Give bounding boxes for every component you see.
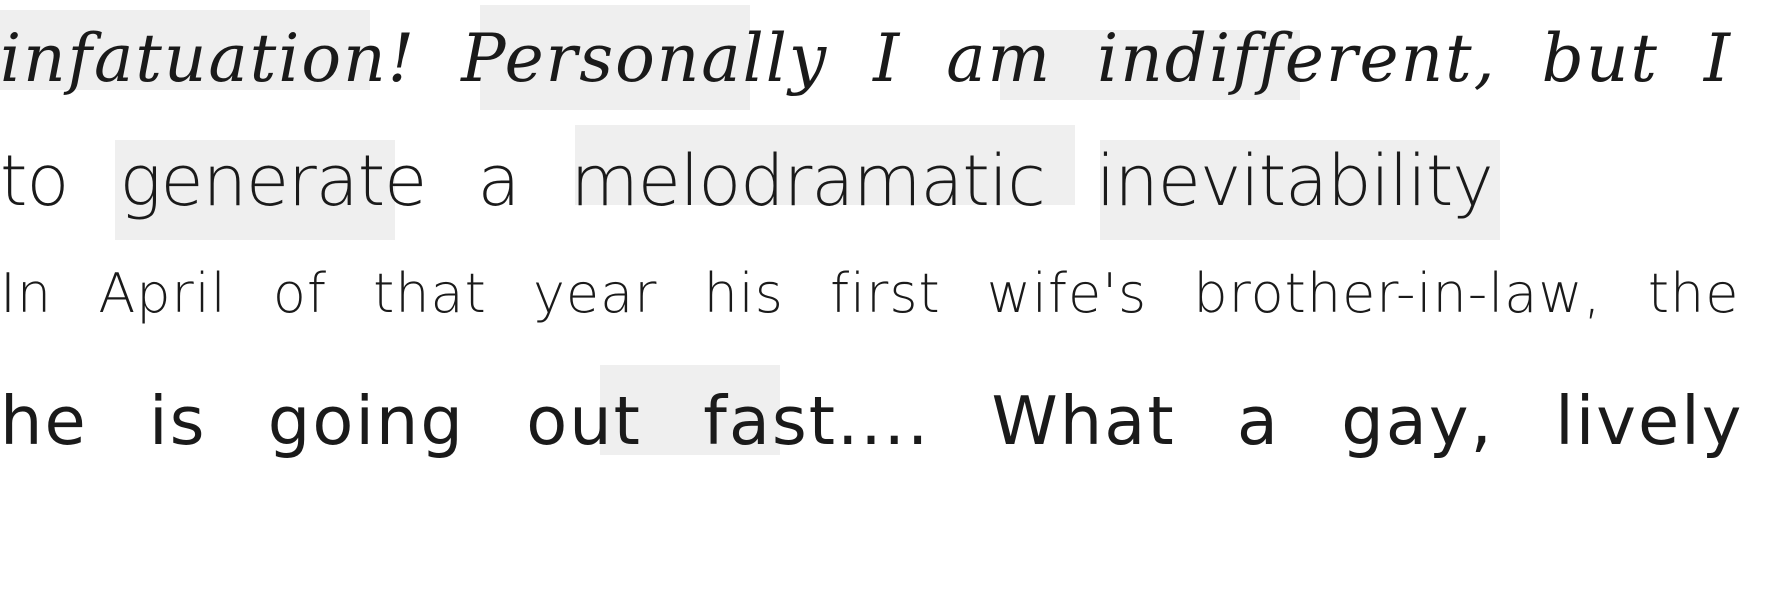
handwritten-line: In April of that year his first wife's brother-in-law, the [0, 262, 1740, 325]
handwritten-line: he is going out fast.... What a gay, lively [0, 382, 1744, 460]
handwritten-line: to generate a melodramatic inevitability [0, 140, 1493, 222]
handwritten-line: infatuation! Personally I am indifferent, but I [0, 20, 1732, 97]
